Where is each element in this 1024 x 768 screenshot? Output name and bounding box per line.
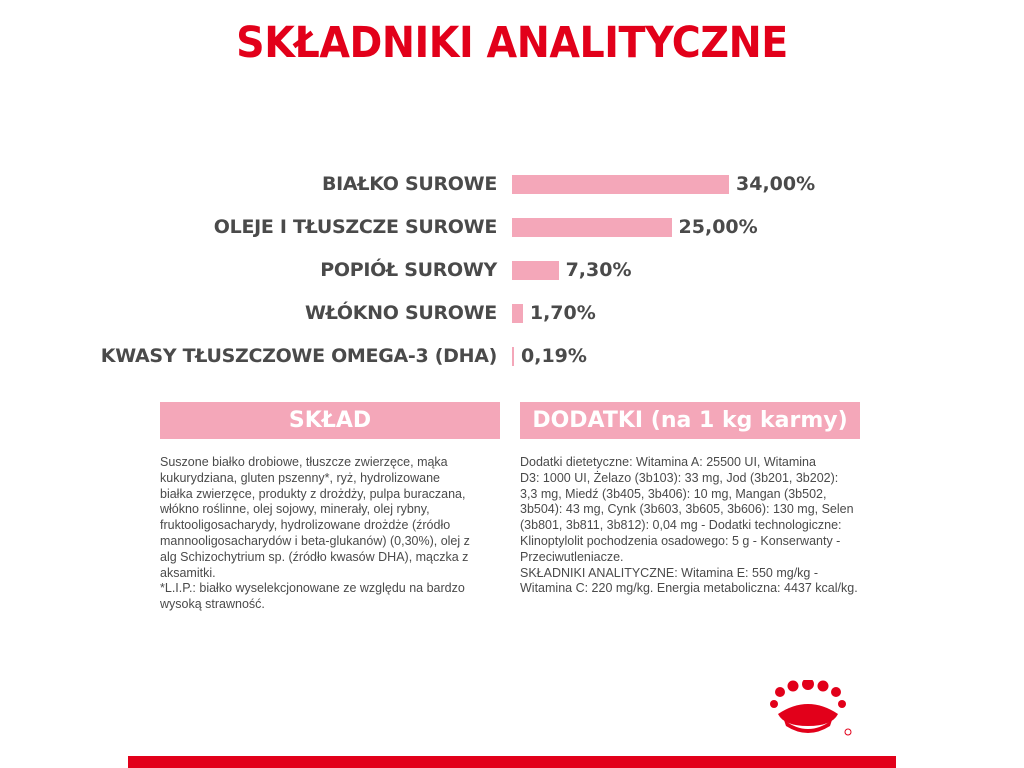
bottom-red-bar [128,756,896,768]
dodatki-header: DODATKI (na 1 kg karmy) [520,402,860,439]
sklad-text: Suszone białko drobiowe, tłuszcze zwierzęce, mąka kukurydziana, gluten pszenny*, ryż, hydrolizowane białka zwierzęce, produkty z drożdży, pulpa buraczana, włókno roślinne, olej sojowy, minerały, olej rybny, fruktooligosacharydy, hydrolizowane drożdże (źródło mannooligosacharydów i beta-glukanów) (0,30%), olej z alg Schizochytrium sp. (źródło kwasów DHA), mączka z aksamitki. *L.I.P.: białko wyselekcjonowane ze względu na bardzo wysoką strawność. [160,455,470,612]
bar [512,304,523,323]
bar [512,175,729,194]
bar-value-label: 0,19% [521,345,587,367]
page-title: SKŁADNIKI ANALITYCZNE [236,18,788,68]
bar-label: OLEJE I TŁUSZCZE SUROWE [213,216,497,238]
bar-value-label: 34,00% [736,173,816,195]
bar-label: BIAŁKO SUROWE [321,173,497,195]
sklad-header: SKŁAD [160,402,500,439]
dodatki-text: Dodatki dietetyczne: Witamina A: 25500 UI, Witamina D3: 1000 UI, Żelazo (3b103): 33 mg, Jod (3b201, 3b202): 3,3 mg, Miedź (3b405, 3b406): 10 mg, Mangan (3b502, 3b504): 43 mg, Cynk (3b603, 3b605, 3b606): 130 mg, Selen (3b801, 3b811, 3b812): 0,04 mg - Dodatki technologiczne: Klinoptylolit pochodzenia osadowego: 5 g - Konserwanty - Przeciwutleniacze. SKŁADNIKI ANALITYCZNE: Witamina E: 550 mg/kg - Witamina C: 220 mg/kg. Energia metaboliczna: 4437 kcal/kg. [520,455,858,596]
bar [512,347,514,366]
bar-value-label: 1,70% [529,302,596,324]
bar-label: POPIÓŁ SUROWY [320,259,497,281]
bar-value-label: 7,30% [565,259,632,281]
bar [512,261,559,280]
bar-label: KWASY TŁUSZCZOWE OMEGA-3 (DHA) [100,345,497,367]
bar-value-label: 25,00% [678,216,758,238]
bar-label: WŁÓKNO SUROWE [305,302,497,324]
crown-logo-icon [760,680,856,740]
bar [512,218,672,237]
